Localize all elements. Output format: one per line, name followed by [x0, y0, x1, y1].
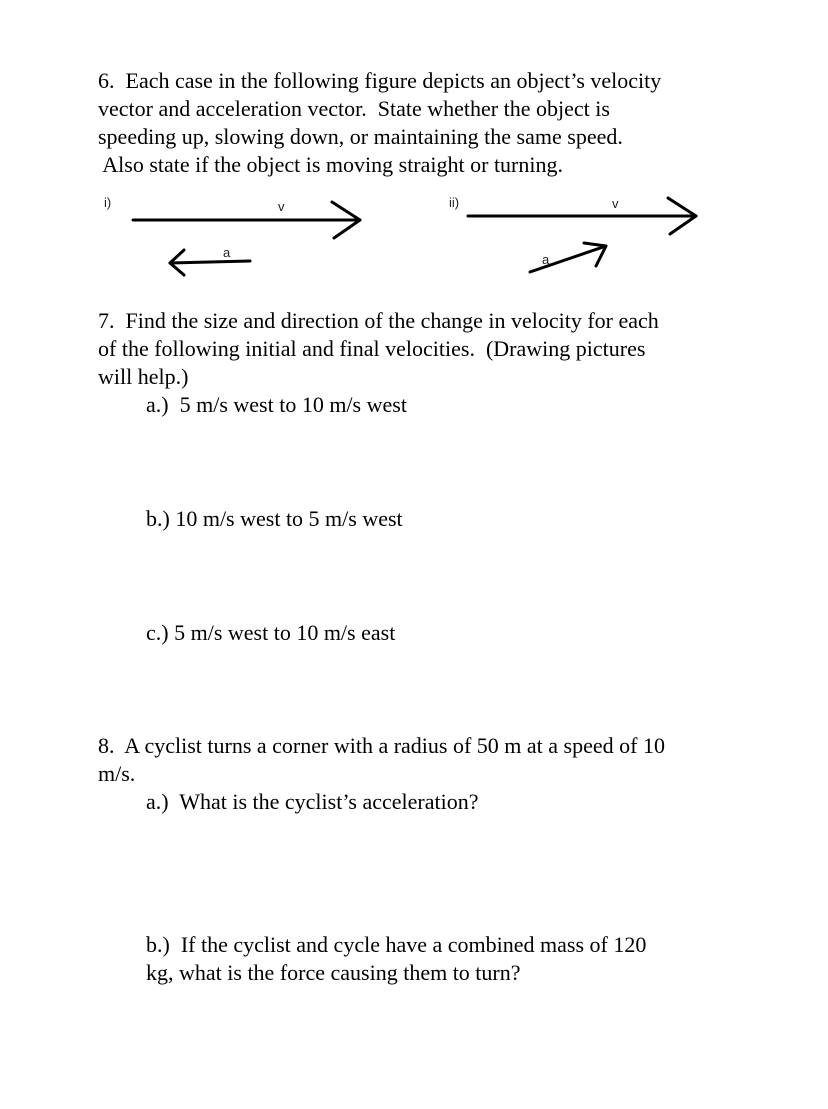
q8-line-1: 8. A cyclist turns a corner with a radius of 50 m at a speed of 10: [98, 733, 665, 758]
q8-part-b-line-2: kg, what is the force causing them to turn?: [146, 960, 521, 985]
acceleration-arrow-ii: [530, 243, 606, 272]
q7-line-3: will help.): [98, 364, 189, 389]
acceleration-arrow-i: [170, 250, 250, 275]
q6-line-1: 6. Each case in the following figure depicts an object’s velocity: [98, 68, 662, 93]
q8-part-b-line-1: b.) If the cyclist and cycle have a combined mass of 120: [146, 932, 647, 957]
q7-line-2: of the following initial and final velocities. (Drawing pictures: [98, 336, 646, 361]
q8-line-2: m/s.: [98, 761, 136, 786]
case-i-vectors: [120, 195, 380, 285]
q8-part-a: a.) What is the cyclist’s acceleration?: [146, 789, 479, 814]
q7-part-c: c.) 5 m/s west to 10 m/s east: [146, 620, 396, 645]
q6-line-3: speeding up, slowing down, or maintaining the same speed.: [98, 124, 623, 149]
q7-line-1: 7. Find the size and direction of the change in velocity for each: [98, 308, 659, 333]
case-i-v-label: v: [278, 199, 285, 214]
case-ii-vectors: [460, 190, 710, 285]
case-i-label: i): [104, 195, 112, 210]
case-i-a-label: a: [223, 245, 231, 260]
q6-line-2: vector and acceleration vector. State whether the object is: [98, 96, 610, 121]
case-ii-a-label: a: [542, 252, 550, 267]
velocity-arrow-i: [133, 202, 360, 238]
velocity-arrow-ii: [468, 198, 696, 234]
q7-part-b: b.) 10 m/s west to 5 m/s west: [146, 506, 403, 531]
case-ii-v-label: v: [612, 196, 619, 211]
q6-line-4: Also state if the object is moving straight or turning.: [98, 152, 563, 177]
case-ii-label: ii): [449, 195, 460, 210]
q7-part-a: a.) 5 m/s west to 10 m/s west: [146, 392, 407, 417]
